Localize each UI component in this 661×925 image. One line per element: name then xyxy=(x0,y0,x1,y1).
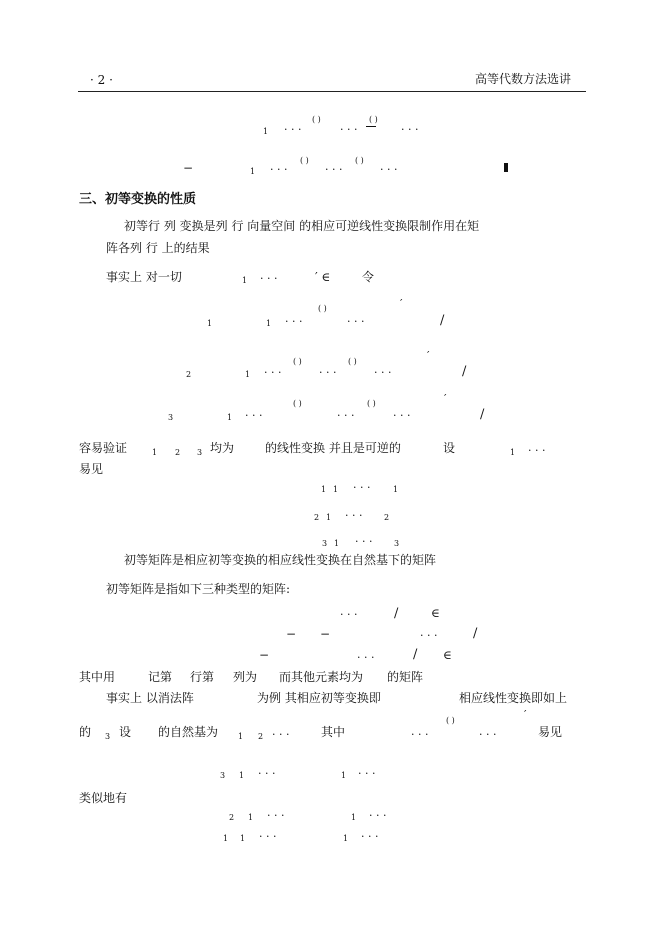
para-three-types: 初等矩阵是指如下三种类型的矩阵: xyxy=(106,582,291,596)
running-title: 高等代数方法选讲 xyxy=(475,72,572,86)
section-heading: 三、初等变换的性质 xyxy=(79,192,197,207)
para-similarly: 类似地有 xyxy=(79,791,128,805)
qed-mark xyxy=(504,163,508,172)
book-page: · 2 · 高等代数方法选讲 1 · · · ( ) · · · ( ) · · · − 1 · · · ( ) · · · ( ) · · · 三、初等变换的性质 初等行 列 变换是列 行 向量空间 的相应可逆线性变换限制作用在矩 阵各列 行 上的结果 事实上 对一切 1 · · · ′ ∈ 令 1 1 · · · ( ) · · · ′ / 2 1 · · · ( ) · · · ( ) · · · ′ / 3 1 · · · ( ) · · · ( ) · · · ′ / 容易验证 1 2 3 均为 的线性变换 并且是可逆的 设 1 · · · 易见 1 1 · · · 1 2 1 · · · 2 3 1 · · · 3 初等矩阵是相应初等变换的相应线性变换在自然基下的矩阵 初等矩阵是指如下三种类型的矩阵: · · · / ∈ − − · · · / − · · · / ∈ 其中用 记第 行第 列为 而其他元素均为 的矩阵 事实上 以消法阵 为例 其相应初等变换即 相应线性变换即如上 的 3 设 的自然基为 1 2 · · · 其中 · · · ( ) · · · ′ 易见 3 1 · · · 1 · · · 类似地有 2 1 · · · 1 · · · 1 1 · · · 1 · · · xyxy=(0,0,661,925)
para-elementary-transform-line2: 阵各列 行 上的结果 xyxy=(106,241,210,255)
header-rule xyxy=(78,91,586,92)
overbar xyxy=(366,126,376,127)
page-number: · 2 · xyxy=(90,73,113,87)
para-elementary-matrix: 初等矩阵是相应初等变换的相应线性变换在自然基下的矩阵 xyxy=(124,553,437,567)
para-elementary-transform-line1: 初等行 列 变换是列 行 向量空间 的相应可逆线性变换限制作用在矩 xyxy=(124,219,480,233)
